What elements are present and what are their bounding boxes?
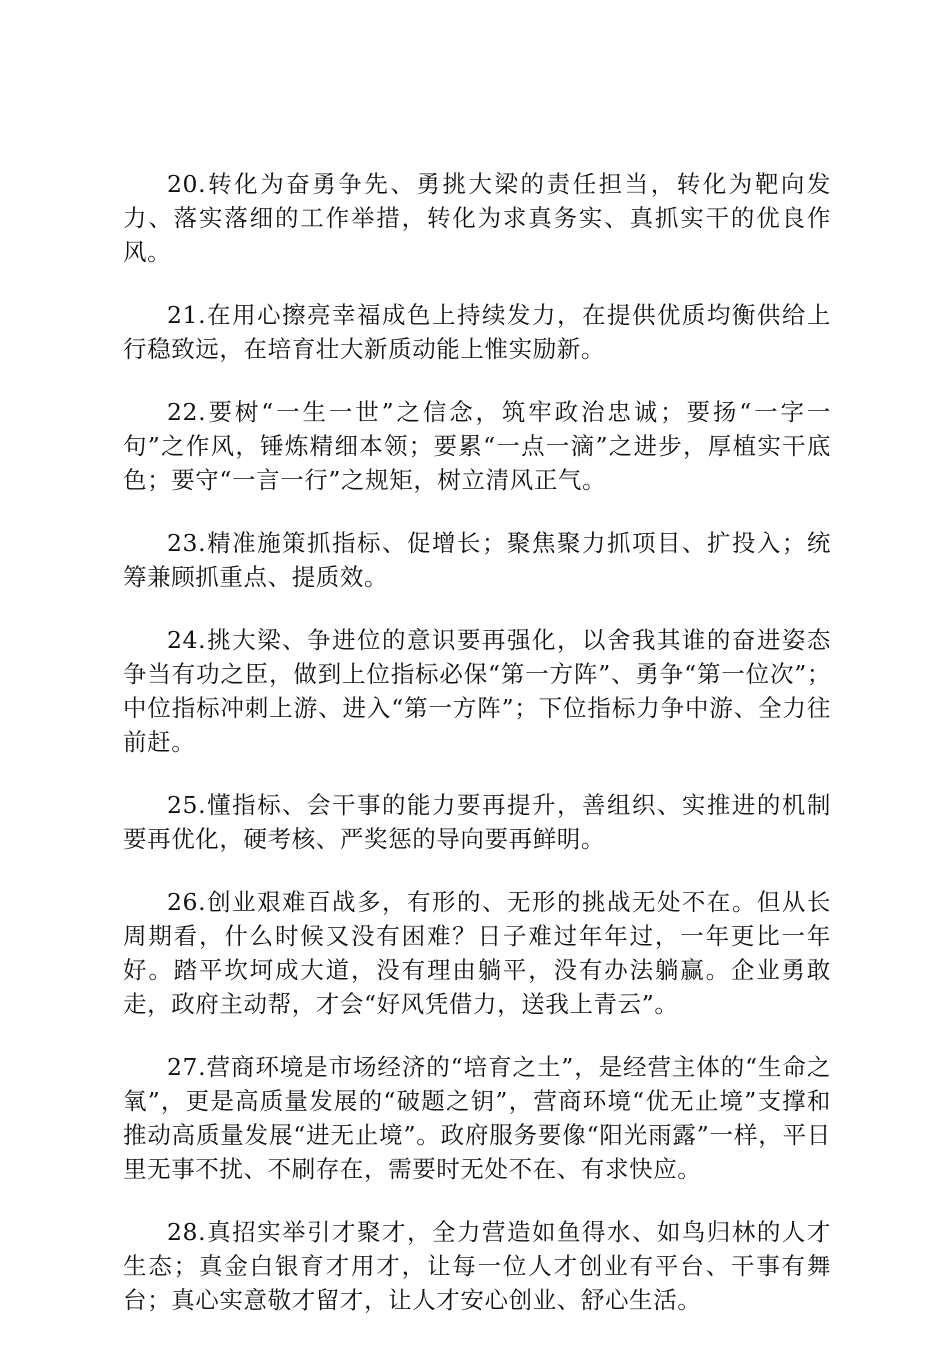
paragraph-25 bbox=[123, 788, 831, 856]
paragraph-22 bbox=[123, 395, 831, 497]
paragraph-number: 24. bbox=[167, 626, 207, 654]
paragraph-text: 转化为奋勇争先、勇挑大梁的责任担当，转化为靶向发力、落实落细的工作举措，转化为求真务实、真抓实干的优良作风。 bbox=[123, 170, 831, 266]
paragraph-text: 要树“一生一世”之信念，筑牢政治忠诚；要扬“一字一句”之作风，锤炼精细本领；要累“一点一滴”之进步，厚植实干底色；要守“一言一行”之规矩，树立清风正气。 bbox=[123, 398, 831, 494]
document-body bbox=[123, 167, 831, 1346]
paragraph-28 bbox=[123, 1215, 831, 1317]
paragraph-text: 真招实举引才聚才，全力营造如鱼得水、如鸟归林的人才生态；真金白银育才用才，让每一位人才创业有平台、干事有舞台；真心实意敬才留才，让人才安心创业、舒心生活。 bbox=[123, 1218, 831, 1314]
paragraph-number: 21. bbox=[167, 301, 207, 329]
paragraph-number: 23. bbox=[167, 529, 207, 557]
paragraph-text: 挑大梁、争进位的意识要再强化，以舍我其谁的奋进姿态争当有功之臣，做到上位指标必保“第一方阵”、勇争“第一位次”；中位指标冲刺上游、进入“第一方阵”；下位指标力争中游、全力往前赶。 bbox=[123, 626, 831, 756]
paragraph-number: 20. bbox=[167, 170, 207, 198]
paragraph-24 bbox=[123, 623, 831, 759]
paragraph-21 bbox=[123, 298, 831, 366]
paragraph-text: 精准施策抓指标、促增长；聚焦聚力抓项目、扩投入；统筹兼顾抓重点、提质效。 bbox=[123, 529, 831, 591]
paragraph-number: 27. bbox=[167, 1053, 207, 1081]
paragraph-text: 创业艰难百战多，有形的、无形的挑战无处不在。但从长周期看，什么时候又没有困难？日子难过年年过，一年更比一年好。踏平坎坷成大道，没有理由躺平，没有办法躺赢。企业勇敢走，政府主动帮，才会“好风凭借力，送我上青云”。 bbox=[123, 888, 831, 1018]
paragraph-27 bbox=[123, 1050, 831, 1186]
paragraph-number: 25. bbox=[167, 791, 207, 819]
paragraph-20 bbox=[123, 167, 831, 269]
paragraph-number: 28. bbox=[167, 1218, 207, 1246]
paragraph-number: 22. bbox=[167, 398, 207, 426]
paragraph-number: 26. bbox=[167, 888, 207, 916]
paragraph-text: 营商环境是市场经济的“培育之土”，是经营主体的“生命之氧”，更是高质量发展的“破题之钥”，营商环境“优无止境”支撑和推动高质量发展“进无止境”。政府服务要像“阳光雨露”一样，平日里无事不扰、不刷存在，需要时无处不在、有求快应。 bbox=[123, 1053, 831, 1183]
paragraph-text: 懂指标、会干事的能力要再提升，善组织、实推进的机制要再优化，硬考核、严奖惩的导向要再鲜明。 bbox=[123, 791, 831, 853]
paragraph-23 bbox=[123, 526, 831, 594]
paragraph-text: 在用心擦亮幸福成色上持续发力，在提供优质均衡供给上行稳致远，在培育壮大新质动能上惟实励新。 bbox=[123, 301, 831, 363]
paragraph-26 bbox=[123, 885, 831, 1021]
